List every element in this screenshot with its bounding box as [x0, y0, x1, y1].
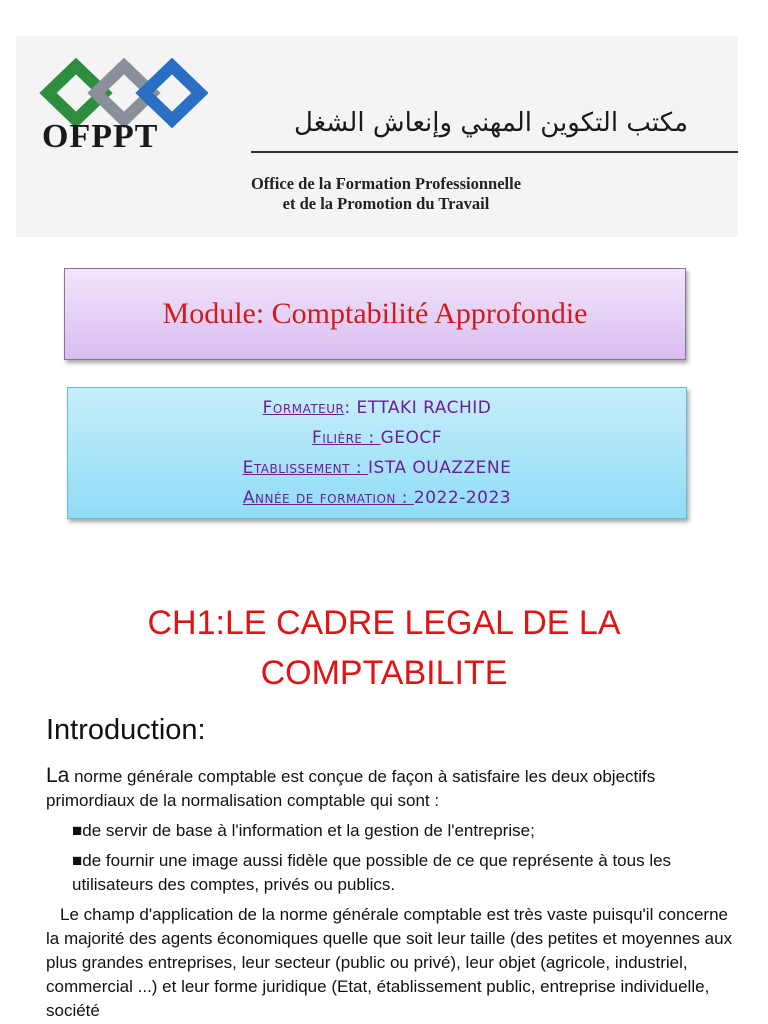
trainer-line-formateur [263, 393, 492, 423]
annee-value: 2022-2023 [413, 488, 512, 508]
ofppt-header [16, 36, 738, 237]
office-line-2: et de la Promotion du Travail [282, 194, 490, 213]
formateur-label: Formateur [262, 398, 345, 418]
filiere-label: Filière : [311, 428, 381, 448]
trainer-line-annee [243, 483, 511, 513]
bullet-2-text: de fournir une image aussi fidèle que possible de ce que représente à tous les utilisateurs des comptes, privés ou publics. [72, 851, 672, 894]
chapter-title-line-1: CH1:LE CADRE LEGAL DE LA [147, 604, 621, 642]
bullet-square-icon: ■ [72, 821, 83, 840]
logo-text: OFPPT [42, 118, 159, 155]
paragraph-1-first-word: La [46, 764, 70, 787]
formateur-sep: : [344, 398, 357, 418]
chapter-title-line-2: COMPTABILITE [260, 654, 508, 692]
trainer-info-box [67, 387, 687, 519]
logo-diamond-right [144, 66, 200, 120]
bullet-square-icon: ■ [72, 851, 83, 870]
header-divider [251, 151, 738, 153]
arabic-title: مكتب التكوين المهني وإنعاش الشغل [294, 108, 688, 138]
etablissement-value: ISTA OUAZZENE [368, 458, 512, 478]
chapter-title [84, 598, 684, 698]
office-line-1: Office de la Formation Professionnelle [250, 174, 522, 193]
office-name [136, 174, 636, 214]
etablissement-label: Etablissement : [242, 458, 369, 478]
annee-label: Année de formation : [242, 488, 414, 508]
formateur-value: ETTAKI RACHID [356, 398, 492, 418]
trainer-line-filiere [312, 423, 442, 453]
body-text [46, 764, 736, 1023]
paragraph-1 [46, 764, 736, 813]
intro-heading: Introduction: [46, 714, 206, 746]
module-box [64, 268, 686, 360]
paragraph-2: Le champ d'application de la norme générale comptable est très vaste puisqu'il concerne la majorité des agents économiques quelle que soit leur taille (des petites et moyennes aux plus grandes entreprises, leur secteur (public ou privé), leur objet (agricole, industriel, commercial ...) et leur forme juridique (Etat, établissement public, entreprise individuelle, société [46, 905, 733, 1020]
module-title: Module: Comptabilité Approfondie [162, 297, 588, 330]
bullet-1-text: de servir de base à l'information et la gestion de l'entreprise; [82, 821, 535, 840]
filiere-value: GEOCF [380, 428, 443, 448]
paragraph-1-rest: norme générale comptable est conçue de façon à satisfaire les deux objectifs primordiaux de la normalisation comptable qui sont : [46, 767, 656, 810]
bullet-item-2 [46, 849, 736, 897]
trainer-line-etablissement [243, 453, 512, 483]
bullet-item-1 [46, 819, 736, 843]
